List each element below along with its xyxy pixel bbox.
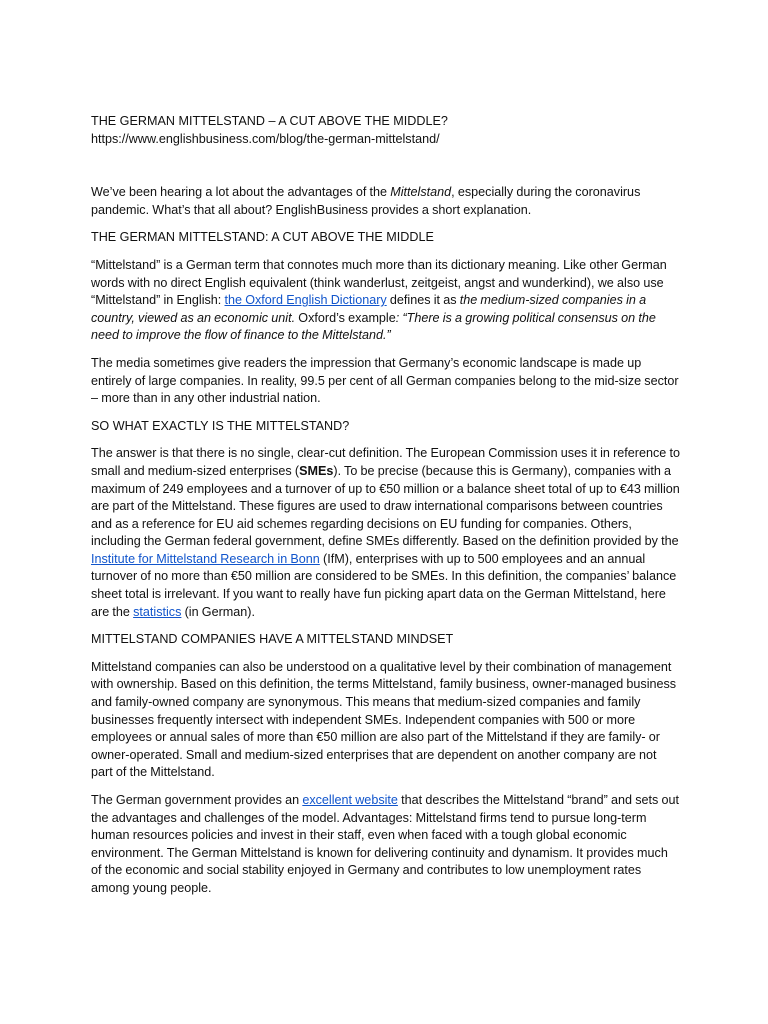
smes-term: SMEs (299, 463, 334, 478)
mittelstand-term: Mittelstand (390, 185, 452, 200)
landscape-paragraph: The media sometimes give readers the impression that Germany’s economic landscape is made up entirely of large companies. In reality, 99.5 per cent of all German companies belong to the mid-size sector – more than in any other industrial nation. (91, 355, 679, 406)
excellent-website-link[interactable]: excellent website (302, 793, 398, 807)
statistics-link[interactable]: statistics (133, 604, 182, 619)
intro-paragraph: We’ve been hearing a lot about the advantages of the Mittelstand, especially during the coronavirus pandemic. What’s that all about? EnglishBusiness provides a short explanation. (91, 185, 641, 217)
government-paragraph: The German government provides an excellent website that describes the Mittelstand “brand” and sets out the advantages and challenges of the model. Advantages: Mittelstand firms tend to pursue long-term human resources policies and invest in their staff, even when faced with a tough global economic environment. The German Mittelstand is known for delivering continuity and dynamism. It provides much of the economic and social stability enjoyed in Germany and contributes to low unemployment rates among young people. (91, 793, 680, 895)
oxford-example-quote: : “There is a growing political consensus on the need to improve the flow of finance to the Mittelstand.” (91, 310, 656, 343)
oxford-dictionary-link[interactable]: the Oxford English Dictionary (224, 293, 387, 308)
ifm-bonn-link[interactable]: Institute for Mittelstand Research in Bonn (91, 551, 320, 566)
section-heading-what-is: SO WHAT EXACTLY IS THE MITTELSTAND? (91, 418, 350, 433)
source-url: https://www.englishbusiness.com/blog/the-german-mittelstand/ (91, 131, 440, 146)
section-heading-mindset: MITTELSTAND COMPANIES HAVE A MITTELSTAND MINDSET (91, 632, 454, 647)
document-header (91, 113, 681, 148)
qualitative-paragraph: Mittelstand companies can also be understood on a qualitative level by their combination of management with ownership. Based on this definition, the terms Mittelstand, family business, owner-managed business and family-owned company are synonymous. This means that medium-sized companies and family businesses frequently intersect with independent SMEs. Independent companies with 500 or more employees or annual sales of more than €50 million are also part of the Mittelstand if they are family- or owner-operated. Small and medium-sized enterprises that are dependent on another company are not part of the Mittelstand. (91, 659, 677, 780)
document-page (91, 113, 681, 908)
section-heading-cut-above: THE GERMAN MITTELSTAND: A CUT ABOVE THE MIDDLE (91, 230, 434, 245)
definition-quote: the medium-sized companies in a country, viewed as an economic unit. (91, 293, 647, 325)
sme-definition-paragraph: The answer is that there is no single, clear-cut definition. The European Commission uses it in reference to small and medium-sized enterprises (SMEs). To be precise (because this is Germany), companies with a maximum of 249 employees and a turnover of up to €50 million or a balance sheet total of up to €43 million are part of the Mittelstand. These figures are used to draw international comparisons between countries and as a reference for EU aid schemes regarding decisions on EU funding for companies. Others, including the German federal government, define SMEs differently. Based on the definition provided by the Institute for Mittelstand Research in Bonn (IfM), enterprises with up to 500 employees and an annual turnover of no more than €50 million are considered to be SMEs. In this definition, the companies’ balance sheet total is irrelevant. If you want to really have fun picking apart data on the German Mittelstand, here are the statistics (in German). (91, 446, 680, 619)
document-title: THE GERMAN MITTELSTAND – A CUT ABOVE THE MIDDLE? (91, 114, 448, 128)
definition-paragraph: “Mittelstand” is a German term that connotes much more than its dictionary meaning. Like other German words with no direct English equivalent (think wanderlust, zeitgeist, angst and wunderkind), we also use “Mittelstand” in English: the Oxford English Dictionary defines it as the medium-sized companies in a country, viewed as an economic unit. Oxford’s example: “There is a growing political consensus on the need to improve the flow of finance to the Mittelstand.” (91, 257, 667, 343)
